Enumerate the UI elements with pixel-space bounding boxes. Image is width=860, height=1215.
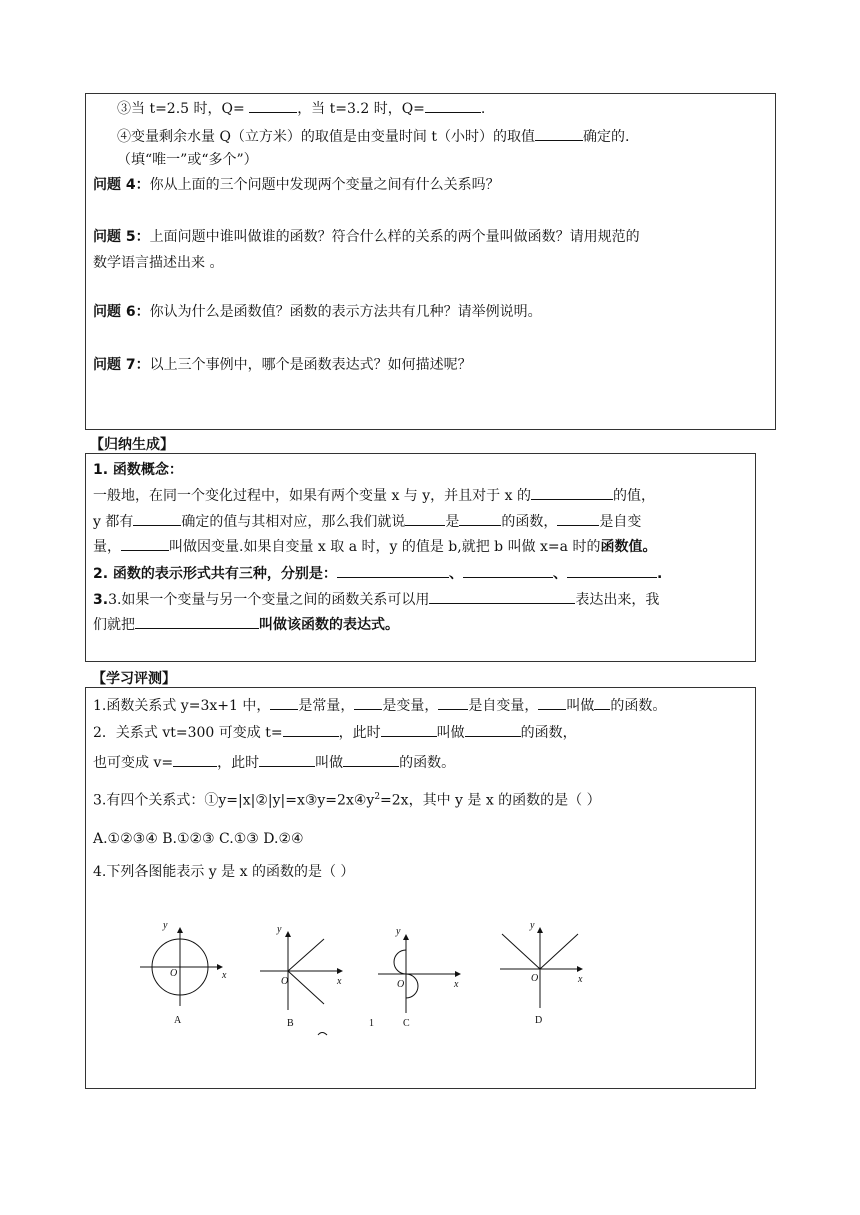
test-q3: 3.有四个关系式：$①y=|x|②|y|=x③y=2x④y^2=2x$，其中 y 是 x 的函数的是（ ）	[93, 792, 601, 809]
test-q4: 4.下列各图能表示 y 是 x 的函数的是（ ）	[93, 864, 355, 880]
test-q2-cont: 也可变成 v= ，此时 叫做 的函数。	[93, 752, 455, 773]
graph-b-o: O	[281, 976, 289, 987]
summary-item-1-title: 1. 函数概念：	[93, 462, 183, 478]
graph-d-o: O	[531, 973, 539, 984]
graph-d-x: x	[578, 974, 583, 985]
summary-line-1: 一般地，在同一个变化过程中，如果有两个变量 x 与 y，并且对于 x 的 的值，	[93, 485, 655, 506]
test-box	[85, 687, 756, 1089]
test-q1: 1.函数关系式 y=3x+1 中， 是常量， 是变量， 是自变量， 叫做 的函数。	[93, 695, 666, 716]
summary-item-3-cont: 们就把 叫做该函数的表达式。	[93, 614, 399, 635]
question-6: 问题 6：你认为什么是函数值？函数的表示方法共有几种？请举例说明。	[93, 304, 542, 320]
test-heading: 【学习评测】	[92, 671, 176, 687]
graph-a-caption: A	[174, 1015, 182, 1026]
graph-c-o: O	[397, 979, 405, 990]
stray-mark: 1	[369, 1018, 374, 1029]
question-5: 问题 5：上面问题中谁叫做谁的函数？符合什么样的关系的两个量叫做函数？请用规范的	[93, 229, 640, 245]
graph-c-y: y	[396, 926, 401, 937]
graph-a-y: y	[163, 920, 168, 931]
graph-d-y: y	[530, 920, 535, 931]
summary-line-3: 量， 叫做因变量.如果自变量 x 取 a 时，y 的值是 b,就把 b 叫做 x=a 时的函数值。	[93, 536, 656, 557]
graph-c-caption: C	[403, 1018, 410, 1029]
summary-item-3: 3.3.如果一个变量与另一个变量之间的函数关系可以用 表达出来，我	[93, 589, 659, 610]
graph-d-caption: D	[535, 1015, 543, 1026]
graph-a-x: x	[222, 970, 227, 981]
graph-b-y: y	[277, 924, 282, 935]
line-q3: ③当 t=2.5 时，Q= ，当 t=3.2 时，Q= .	[117, 98, 485, 119]
graph-a-o: O	[170, 968, 178, 979]
summary-heading: 【归纳生成】	[90, 437, 174, 453]
question-4: 问题 4：你从上面的三个问题中发现两个变量之间有什么关系吗？	[93, 177, 500, 193]
question-5-cont: 数学语言描述出来 。	[93, 255, 224, 271]
summary-item-2: 2. 函数的表示形式共有三种，分别是： 、 、 .	[93, 563, 662, 584]
fill-note: （填“唯一”或“多个”）	[117, 152, 258, 168]
question-7: 问题 7：以上三个事例中，哪个是函数表达式？如何描述呢？	[93, 357, 472, 373]
line-q4-range: ④变量剩余水量 Q（立方米）的取值是由变量时间 t（小时）的取值 确定的.	[117, 126, 629, 147]
graph-b-caption: B	[287, 1018, 294, 1029]
summary-line-2: y 都有 确定的值与其相对应，那么我们就说 是 的函数， 是自变	[93, 511, 641, 532]
test-q3-options: A.①②③④ B.①②③ C.①③ D.②④	[93, 831, 304, 847]
graph-c-x: x	[454, 979, 459, 990]
test-q2: 2．关系式 vt=300 可变成 t= ，此时 叫做 的函数，	[93, 722, 577, 743]
graph-b-x: x	[337, 976, 342, 987]
